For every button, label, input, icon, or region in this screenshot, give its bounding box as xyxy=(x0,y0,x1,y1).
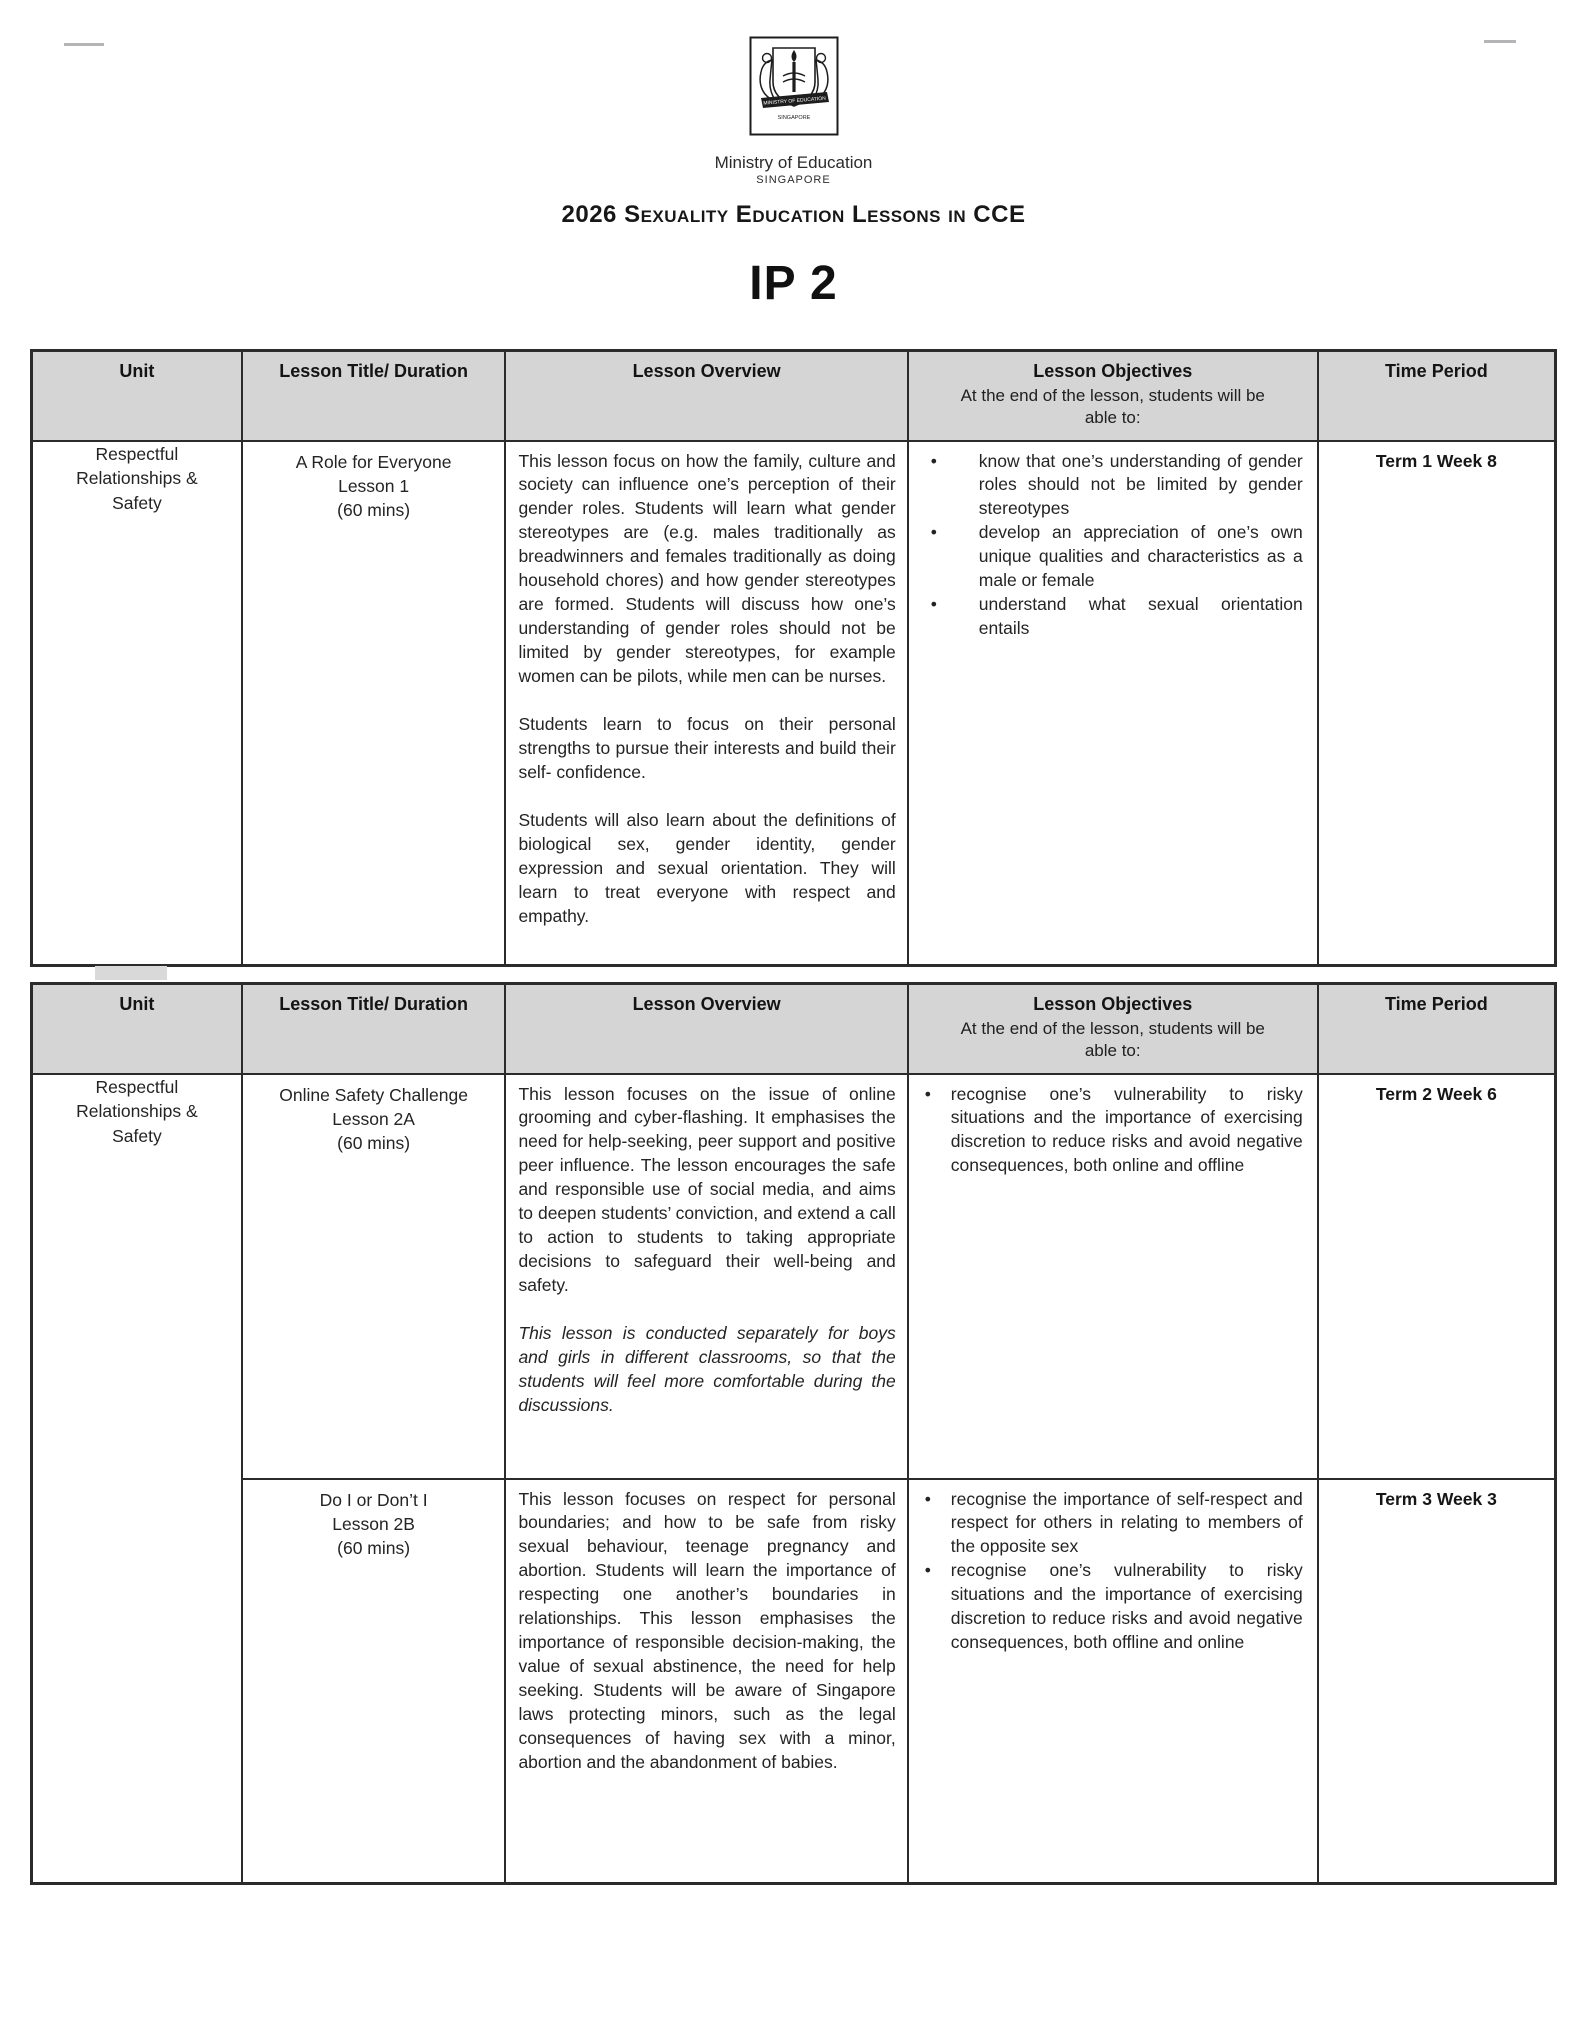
unit-cell: Respectful Relationships & Safety xyxy=(32,1074,242,1884)
scan-crop-mark xyxy=(1484,40,1516,43)
objectives-list xyxy=(921,1083,1303,1179)
lesson-overview-cell xyxy=(505,441,907,966)
crest-scroll-text: SINGAPORE xyxy=(777,115,810,121)
col-header-unit: Unit xyxy=(32,984,242,1074)
table-row-lesson2b xyxy=(32,1479,1556,1884)
time-period-cell: Term 2 Week 6 xyxy=(1318,1074,1556,1479)
col-header-lesson-title: Lesson Title/ Duration xyxy=(242,351,506,441)
lesson-number-line: Lesson 1 xyxy=(338,475,410,496)
table-row-lesson2a xyxy=(32,1074,1556,1479)
time-period-cell: Term 3 Week 3 xyxy=(1318,1479,1556,1884)
lessons-table-term1 xyxy=(30,349,1557,967)
overview-paragraph: This lesson focuses on respect for personal boundaries; and how to be safe from risky sexual behaviour, teenage pregnancy and abortion. Students will learn the importance of respecting one another’s boundaries in relationships. This lesson emphasises the importance of responsible decision-making, the value of sexual abstinence, the need for help seeking. Students will be aware of Singapore laws protecting minors, such as the legal consequences of having sex with a minor, abortion and the abandonment of babies. xyxy=(518,1488,896,1773)
col-header-overview: Lesson Overview xyxy=(505,984,907,1074)
col-header-time-period: Time Period xyxy=(1318,351,1556,441)
overview-paragraph: Students learn to focus on their personal strengths to pursue their interests and build their self- confidence. xyxy=(518,714,896,783)
col-header-objectives xyxy=(908,351,1318,441)
objective-item: • know that one’s understanding of gender roles should not be limited by gender stereotypes xyxy=(921,450,1303,522)
page-title: IP 2 xyxy=(749,257,838,310)
objective-item: • understand what sexual orientation entails xyxy=(921,593,1303,641)
unit-cell: Respectful Relationships & Safety xyxy=(32,441,242,966)
document-title: 2026 Sexuality Education Lessons in CCE xyxy=(561,201,1026,228)
lessons-table-term2-3 xyxy=(30,982,1557,1885)
objectives-header-label: Lesson Objectives xyxy=(1033,994,1193,1014)
lesson-duration-line: (60 mins) xyxy=(337,1537,411,1558)
lesson-number-line: Lesson 2B xyxy=(332,1513,415,1534)
objectives-header-subtext: At the end of the lesson, students will be able to: xyxy=(960,1019,1265,1061)
lesson-objectives-cell xyxy=(908,1479,1318,1884)
table-row-lesson1 xyxy=(32,441,1556,966)
objective-item: • recognise one’s vulnerability to risky situations and the importance of exercising discretion to reduce risks and avoid negative consequences, both offline and online xyxy=(921,1559,1303,1655)
objectives-list xyxy=(921,1488,1303,1656)
ministry-name: Ministry of Education xyxy=(714,153,873,172)
overview-paragraph: This lesson focus on how the family, culture and society can influence one’s perception of their gender roles. Students will learn what gender stereotypes are (e.g. males traditionally as breadwinners and females traditionally as doing household chores) and how gender stereotypes are formed. Students will discuss how one’s understanding of gender roles should not be limited by gender stereotypes, for example women can be pilots, while men can be nurses. xyxy=(518,450,896,687)
lesson-objectives-cell xyxy=(908,441,1318,966)
objectives-list xyxy=(921,450,1303,642)
crest-banner-text: MINISTRY OF EDUCATION xyxy=(762,95,826,107)
overview-paragraph-italic: This lesson is conducted separately for boys and girls in different classrooms, so that the students will feel more comfortable during the discussions. xyxy=(518,1323,896,1416)
overview-paragraph: Students will also learn about the definitions of biological sex, gender identity, gender expression and sexual orientation. They will learn to treat everyone with respect and empathy. xyxy=(518,810,896,926)
col-header-unit: Unit xyxy=(32,351,242,441)
lesson-title-cell xyxy=(242,1479,506,1884)
col-header-lesson-title: Lesson Title/ Duration xyxy=(242,984,506,1074)
col-header-time-period: Time Period xyxy=(1318,984,1556,1074)
lesson-duration-line: (60 mins) xyxy=(337,1132,411,1153)
lesson-overview-cell xyxy=(505,1074,907,1479)
lesson-title-line: Online Safety Challenge xyxy=(279,1084,468,1105)
lesson-title-line: A Role for Everyone xyxy=(295,451,452,472)
lesson-overview-cell xyxy=(505,1479,907,1884)
table-header-row xyxy=(32,351,1556,441)
lesson-duration-line: (60 mins) xyxy=(337,499,411,520)
lesson-title-cell xyxy=(242,441,506,966)
objective-item: • recognise one’s vulnerability to risky situations and the importance of exercising discretion to reduce risks and avoid negative consequences, both online and offline xyxy=(921,1083,1303,1179)
time-period-cell: Term 1 Week 8 xyxy=(1318,441,1556,966)
table-header-row xyxy=(32,984,1556,1074)
objective-item: • recognise the importance of self-respect and respect for others in relating to members of the opposite sex xyxy=(921,1488,1303,1560)
lesson-title-line: Do I or Don’t I xyxy=(319,1489,428,1510)
objective-item: • develop an appreciation of one’s own unique qualities and characteristics as a male or female xyxy=(921,521,1303,593)
scan-crop-mark xyxy=(64,43,104,46)
overview-paragraph: This lesson focuses on the issue of online grooming and cyber-flashing. It emphasises the need for help-seeking, peer support and positive peer influence. The lesson encourages the safe and responsible use of social media, and aims to deepen students’ conviction, and extend a call to action to students to taking appropriate decisions to safeguard their well-being and safety. xyxy=(518,1083,896,1296)
lesson-title-cell xyxy=(242,1074,506,1479)
col-header-objectives xyxy=(908,984,1318,1074)
moe-crest-logo xyxy=(749,36,839,136)
lesson-objectives-cell xyxy=(908,1074,1318,1479)
scan-smudge xyxy=(95,966,167,980)
col-header-overview: Lesson Overview xyxy=(505,351,907,441)
crest-icon xyxy=(749,36,839,136)
objectives-header-label: Lesson Objectives xyxy=(1033,361,1193,381)
lesson-number-line: Lesson 2A xyxy=(332,1108,415,1129)
objectives-header-subtext: At the end of the lesson, students will be able to: xyxy=(960,386,1265,428)
document-header xyxy=(0,36,1587,311)
country-name: SINGAPORE xyxy=(756,174,831,186)
